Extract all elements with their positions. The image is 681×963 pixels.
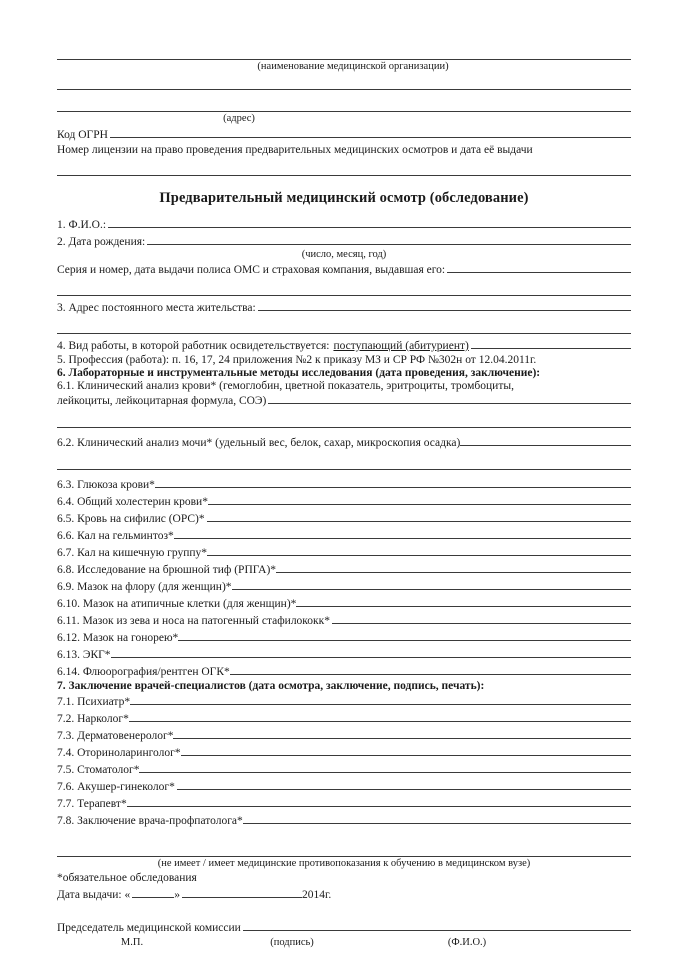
item-6-3-row xyxy=(57,476,631,491)
item-6-1-row-2 xyxy=(57,392,631,407)
page-title: Предварительный медицинский осмотр (обследование) xyxy=(159,190,529,206)
section-6-heading: 6. Лабораторные и инструментальные методы исследования (дата проведения, заключение): xyxy=(57,367,541,379)
item-7-1-label: 7.1. Психиатр* xyxy=(57,696,131,708)
item-7-5-label: 7.5. Стоматолог* xyxy=(57,764,140,776)
profession-label: 5. Профессия (работа): п. 16, 17, 24 приложения №2 к приказу МЗ и СР РФ №302н от 12.04.2011г. xyxy=(57,354,537,366)
item-7-2-label: 7.2. Нарколог* xyxy=(57,713,129,725)
birth-input[interactable] xyxy=(147,233,631,245)
ogrn-row xyxy=(57,126,631,141)
address-line-1[interactable] xyxy=(57,76,631,90)
item-7-6-row xyxy=(57,778,631,793)
residence-input-1[interactable] xyxy=(258,299,631,311)
issue-date-label: Дата выдачи: « xyxy=(57,889,131,901)
item-6-4-input[interactable] xyxy=(208,493,631,505)
residence-input-2[interactable] xyxy=(57,320,631,334)
item-6-12-input[interactable] xyxy=(178,629,631,641)
item-6-3-input[interactable] xyxy=(155,476,631,488)
address-line-2[interactable] xyxy=(57,98,631,112)
organization-name-caption: (наименование медицинской организации) xyxy=(257,61,449,72)
birth-caption: (число, месяц, год) xyxy=(301,249,387,260)
residence-label: 3. Адрес постоянного места жительства: xyxy=(57,302,256,314)
item-7-1-row xyxy=(57,693,631,708)
address-caption: (адрес) xyxy=(223,113,255,124)
item-6-8-row xyxy=(57,561,631,576)
obligatory-note: *обязательное обследования xyxy=(57,872,197,884)
item-6-8-input[interactable] xyxy=(276,561,631,573)
item-6-5-input[interactable] xyxy=(207,510,631,522)
item-6-12-label: 6.12. Мазок на гонорею* xyxy=(57,632,179,644)
item-6-10-input[interactable] xyxy=(296,595,631,607)
item-7-4-input[interactable] xyxy=(181,744,631,756)
signature-captions xyxy=(57,937,631,948)
issue-date-month-input[interactable] xyxy=(182,886,302,898)
item-6-4-row xyxy=(57,493,631,508)
item-6-10-label: 6.10. Мазок на атипичные клетки (для женщин)* xyxy=(57,598,297,610)
item-7-6-label: 7.6. Акушер-гинеколог* xyxy=(57,781,175,793)
item-6-9-label: 6.9. Мазок на флору (для женщин)* xyxy=(57,581,232,593)
item-7-2-row xyxy=(57,710,631,725)
residence-row xyxy=(57,299,631,314)
work-type-label: 4. Вид работы, в которой работник освидетельствуется: xyxy=(57,340,330,352)
organization-name-line[interactable] xyxy=(57,46,631,60)
fio-caption: (Ф.И.О.) xyxy=(447,937,487,948)
item-7-1-input[interactable] xyxy=(130,693,631,705)
policy-input-1[interactable] xyxy=(447,261,631,273)
conclusion-input[interactable] xyxy=(57,843,631,857)
item-6-5-row xyxy=(57,510,631,525)
issue-date-mid: » xyxy=(174,889,180,901)
item-6-9-input[interactable] xyxy=(232,578,631,590)
item-6-1-input-2[interactable] xyxy=(57,414,631,428)
item-7-5-row xyxy=(57,761,631,776)
work-type-input[interactable] xyxy=(471,337,631,349)
item-6-8-label: 6.8. Исследование на брюшной тиф (РПГА)* xyxy=(57,564,277,576)
license-label: Номер лицензии на право проведения предварительных медицинских осмотров и дата её выдачи xyxy=(57,144,533,156)
item-6-4-label: 6.4. Общий холестерин крови* xyxy=(57,496,208,508)
item-6-6-label: 6.6. Кал на гельминтоз* xyxy=(57,530,174,542)
item-6-2-input[interactable] xyxy=(460,434,631,446)
item-6-7-row xyxy=(57,544,631,559)
mp-caption: М.П. xyxy=(120,937,144,948)
item-6-14-row xyxy=(57,663,631,678)
item-6-2-label: 6.2. Клинический анализ мочи* (удельный вес, белок, сахар, микроскопия осадка) xyxy=(57,437,461,449)
signature-caption: (подпись) xyxy=(270,937,314,948)
item-6-9-row xyxy=(57,578,631,593)
birth-label: 2. Дата рождения: xyxy=(57,236,146,248)
item-7-8-row xyxy=(57,812,631,827)
item-7-7-input[interactable] xyxy=(127,795,631,807)
item-7-3-label: 7.3. Дерматовенеролог* xyxy=(57,730,174,742)
item-6-2-row xyxy=(57,434,631,449)
chairman-label: Председатель медицинской комиссии xyxy=(57,922,241,934)
item-7-3-input[interactable] xyxy=(173,727,631,739)
chairman-row xyxy=(57,919,631,934)
policy-row xyxy=(57,261,631,276)
issue-date-year: 2014г. xyxy=(301,889,332,901)
policy-label: Серия и номер, дата выдачи полиса ОМС и страховая компания, выдавшая его: xyxy=(57,264,446,276)
item-7-5-input[interactable] xyxy=(139,761,631,773)
item-6-1-line-1: 6.1. Клинический анализ крови* (гемоглобин, цветной показатель, эритроциты, тромбоциты, xyxy=(57,380,514,392)
item-7-8-label: 7.8. Заключение врача-профпатолога* xyxy=(57,815,243,827)
birth-row xyxy=(57,233,631,248)
item-7-4-row xyxy=(57,744,631,759)
section-7-heading: 7. Заключение врачей-специалистов (дата осмотра, заключение, подпись, печать): xyxy=(57,680,485,692)
fio-input[interactable] xyxy=(108,216,631,228)
work-type-value: поступающий (абитуриент) xyxy=(333,340,469,352)
license-input[interactable] xyxy=(57,162,631,176)
item-7-3-row xyxy=(57,727,631,742)
item-6-13-input[interactable] xyxy=(111,646,631,658)
issue-date-day-input[interactable] xyxy=(132,886,174,898)
fio-row xyxy=(57,216,631,231)
work-type-row xyxy=(57,337,631,352)
item-6-5-label: 6.5. Кровь на сифилис (ОРС)* xyxy=(57,513,205,525)
ogrn-input[interactable] xyxy=(110,126,631,138)
item-7-6-input[interactable] xyxy=(177,778,631,790)
item-6-7-label: 6.7. Кал на кишечную группу* xyxy=(57,547,208,559)
item-6-1-input[interactable] xyxy=(268,392,631,404)
item-6-7-input[interactable] xyxy=(207,544,631,556)
item-7-4-label: 7.4. Оториноларинголог* xyxy=(57,747,181,759)
item-6-11-row xyxy=(57,612,631,627)
item-6-1-line-2: лейкоциты, лейкоцитарная формула, СОЭ) xyxy=(57,395,267,407)
policy-input-2[interactable] xyxy=(57,282,631,296)
item-6-11-input[interactable] xyxy=(332,612,631,624)
item-7-2-input[interactable] xyxy=(129,710,631,722)
item-6-13-row xyxy=(57,646,631,661)
item-6-14-input[interactable] xyxy=(230,663,631,675)
chairman-input[interactable] xyxy=(243,919,631,931)
conclusion-caption: (не имеет / имеет медицинские противопоказания к обучению в медицинском вузе) xyxy=(157,858,531,869)
fio-label: 1. Ф.И.О.: xyxy=(57,219,107,231)
issue-date-row xyxy=(57,886,631,901)
ogrn-label: Код ОГРН xyxy=(57,129,108,141)
item-6-12-row xyxy=(57,629,631,644)
item-6-13-label: 6.13. ЭКГ* xyxy=(57,649,111,661)
item-6-11-label: 6.11. Мазок из зева и носа на патогенный стафилококк* xyxy=(57,615,330,627)
item-7-7-row xyxy=(57,795,631,810)
item-6-14-label: 6.14. Флюорография/рентген ОГК* xyxy=(57,666,230,678)
item-7-7-label: 7.7. Терапевт* xyxy=(57,798,127,810)
item-6-6-row xyxy=(57,527,631,542)
item-6-3-label: 6.3. Глюкоза крови* xyxy=(57,479,155,491)
item-6-6-input[interactable] xyxy=(174,527,631,539)
item-7-8-input[interactable] xyxy=(243,812,631,824)
item-6-10-row xyxy=(57,595,631,610)
item-6-2-input-2[interactable] xyxy=(57,456,631,470)
